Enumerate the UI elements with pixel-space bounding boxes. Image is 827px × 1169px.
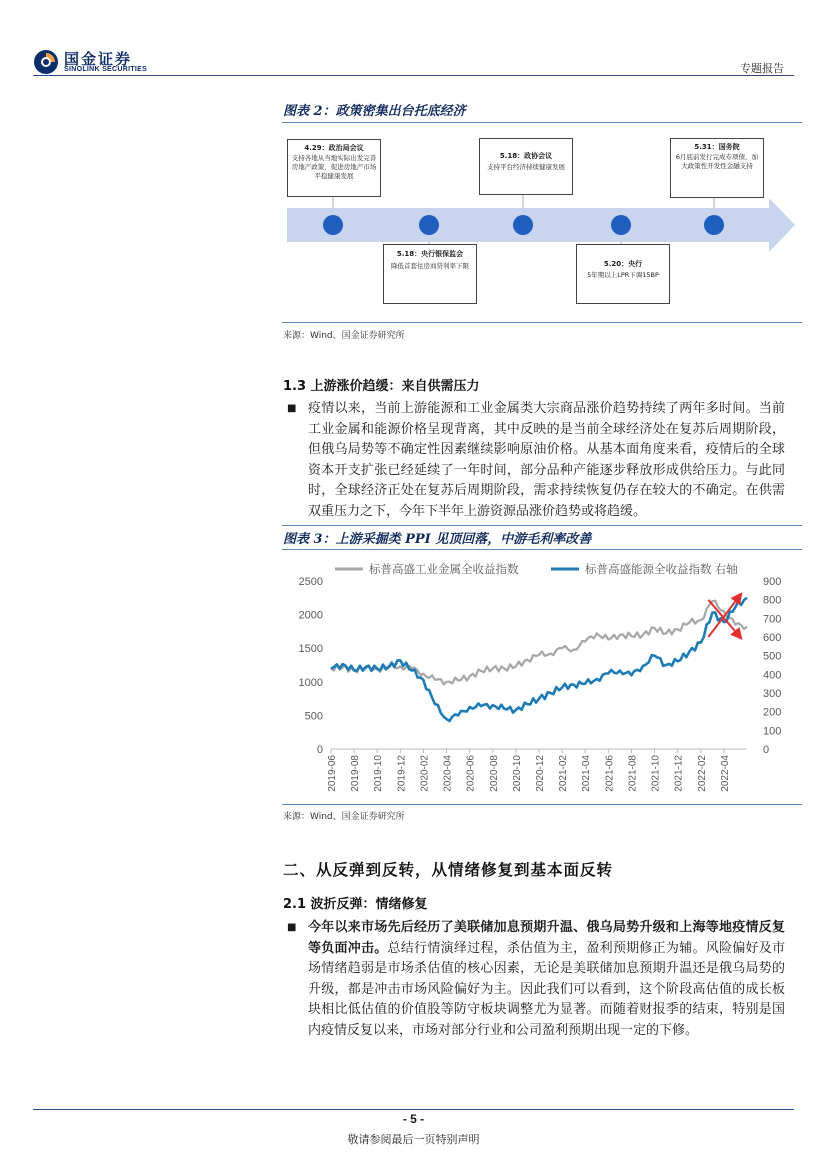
bullet-square-icon: ■ <box>287 922 297 933</box>
y-left-tick-label: 1000 <box>298 676 323 689</box>
x-tick-label: 2021-02 <box>558 755 570 792</box>
timeline-event-card <box>576 244 670 304</box>
event-text: 6月底前发行完成专项债，加大政策性开发性金融支持 <box>675 153 759 170</box>
x-tick-label: 2019-08 <box>350 755 362 792</box>
x-tick-label: 2022-02 <box>696 755 708 792</box>
y-right-tick-label: 600 <box>763 632 782 644</box>
event-text: 支持各地从当地实际出发完善房地产政策，促进房地产市场平稳健康发展 <box>291 154 377 180</box>
x-tick-label: 2021-06 <box>604 755 616 792</box>
series-line <box>331 601 747 685</box>
figure-2-title: 图表 2：政策密集出台托底经济 <box>283 104 466 119</box>
x-tick-label: 2022-04 <box>719 755 731 792</box>
section-paragraph <box>308 918 785 1041</box>
event-text: 支持平台经济持续健康发展 <box>487 163 565 171</box>
y-right-tick-label: 900 <box>763 576 782 588</box>
timeline-dot <box>704 215 724 235</box>
timeline-event-card <box>479 138 573 195</box>
bullet-square-icon: ■ <box>287 403 297 414</box>
x-tick-label: 2019-12 <box>396 755 408 792</box>
logo-text: 国金证券 <box>64 50 133 68</box>
timeline-dot <box>323 215 343 235</box>
y-left-tick-label: 1500 <box>298 643 323 656</box>
figure-3-bottom-rule <box>282 804 802 805</box>
y-right-tick-label: 300 <box>763 688 782 700</box>
x-tick-label: 2021-12 <box>673 755 685 792</box>
event-date: 5.18：政协会议 <box>499 152 553 160</box>
section-heading: 1.3 上游涨价趋缓：来自供需压力 <box>283 379 480 394</box>
figure-3-top-rule <box>282 525 802 526</box>
event-date: 5.20：央行 <box>603 260 643 268</box>
y-left-tick-label: 0 <box>316 744 323 756</box>
event-date: 5.31：国务院 <box>694 143 740 151</box>
y-right-tick-label: 800 <box>763 594 782 607</box>
event-text: 降低首套住房商贷利率下限 <box>391 262 469 270</box>
logo-icon <box>33 49 59 75</box>
timeline-event-card <box>287 139 381 197</box>
x-tick-label: 2019-10 <box>373 755 385 792</box>
x-tick-label: 2019-06 <box>327 755 338 792</box>
x-tick-label: 2020-02 <box>419 755 431 792</box>
x-tick-label: 2020-08 <box>488 755 500 792</box>
x-tick-label: 2021-10 <box>650 755 662 792</box>
timeline-dot <box>611 215 631 235</box>
x-tick-label: 2020-12 <box>535 755 546 792</box>
event-date: 4.29：政治局会议 <box>304 144 364 152</box>
series-line <box>331 598 747 721</box>
figure-2-top-rule <box>282 122 802 123</box>
figure-3-source: 来源：Wind、国金证券研究所 <box>283 812 405 822</box>
y-right-tick-label: 400 <box>763 669 782 682</box>
section-heading: 2.1 波折反弹：情绪修复 <box>283 897 428 912</box>
logo-subtitle: SINOLINK SECURITIES <box>64 66 148 73</box>
y-right-tick-label: 100 <box>763 725 782 738</box>
x-tick-label: 2021-04 <box>581 755 593 792</box>
header-divider <box>33 75 794 76</box>
timeline-event-card <box>383 244 477 304</box>
y-right-tick-label: 500 <box>763 650 782 663</box>
report-type-label: 专题报告 <box>740 62 784 75</box>
y-right-tick-label: 200 <box>763 706 782 719</box>
chapter-heading: 二、从反弹到反转，从情绪修复到基本面反转 <box>283 861 614 879</box>
timeline-dot <box>513 215 533 235</box>
figure-3-title-rule <box>282 549 802 550</box>
page-number: - 5 - <box>402 1112 425 1126</box>
timeline-dot <box>419 215 439 235</box>
legend-label: 标普高盛能源全收益指数 右轴 <box>585 564 738 576</box>
legend-label: 标普高盛工业金属全收益指数 <box>369 564 519 576</box>
y-left-tick-label: 500 <box>304 710 323 723</box>
paragraph-lead: 今年以来市场先后经历了美联储加息预期升温、俄乌局势升级和上海等地疫情反复等负面冲击。 <box>308 920 785 956</box>
x-tick-label: 2020-04 <box>442 755 454 792</box>
y-right-tick-label: 700 <box>763 613 782 626</box>
figure-2-bottom-rule <box>282 322 802 323</box>
x-tick-label: 2020-06 <box>465 755 477 792</box>
y-left-tick-label: 2500 <box>298 576 323 588</box>
x-tick-label: 2021-08 <box>627 755 639 792</box>
footer-disclaimer: 敬请参阅最后一页特别声明 <box>347 1133 480 1146</box>
section-paragraph: 疫情以来，当前上游能源和工业金属类大宗商品涨价趋势持续了两年多时间。当前工业金属和能源价格呈现背离，其中反映的是当前全球经济处在复苏后周期阶段，但俄乌局势等不确定性因素继续影响原油价格。从基本面角度来看，疫情后的全球资本开支扩张已经延续了一年时间，部分品种产能逐步释放形成供给压力。与此同时，全球经济正处在复苏后周期阶段，需求持续恢复仍存在较大的不确定。在供需双重压力之下，今年下半年上游资源品涨价趋势或将趋缓。 <box>308 401 785 519</box>
footer-divider <box>33 1109 794 1110</box>
y-right-tick-label: 0 <box>763 744 770 756</box>
figure-2-source: 来源：Wind、国金证券研究所 <box>283 331 405 341</box>
event-date: 5.18：央行银保监会 <box>396 250 464 258</box>
x-tick-label: 2020-10 <box>511 755 523 792</box>
event-text: 5年期以上LPR下调15BP <box>587 271 659 279</box>
commodity-index-chart <box>283 553 803 803</box>
timeline-event-card <box>670 138 764 198</box>
y-left-tick-label: 2000 <box>298 609 323 622</box>
paragraph-body: 总结行情演绎过程，杀估值为主，盈利预期修正为辅。风险偏好及市场情绪趋弱是市场杀估值的核心因素，无论是美联储加息预期升温还是俄乌局势的升级，都是冲击市场风险偏好为主。因此我们可以看到，这个阶段高估值的成长板块相比低估值的价值股等防守板块调整尤为显著。而随着财报季的结束，特别是国内疫情反复以来，市场对部分行业和公司盈利预期出现一定的下修。 <box>308 940 785 1038</box>
figure-3-title: 图表 3：上游采掘类 PPI 见顶回落，中游毛利率改善 <box>283 532 592 547</box>
